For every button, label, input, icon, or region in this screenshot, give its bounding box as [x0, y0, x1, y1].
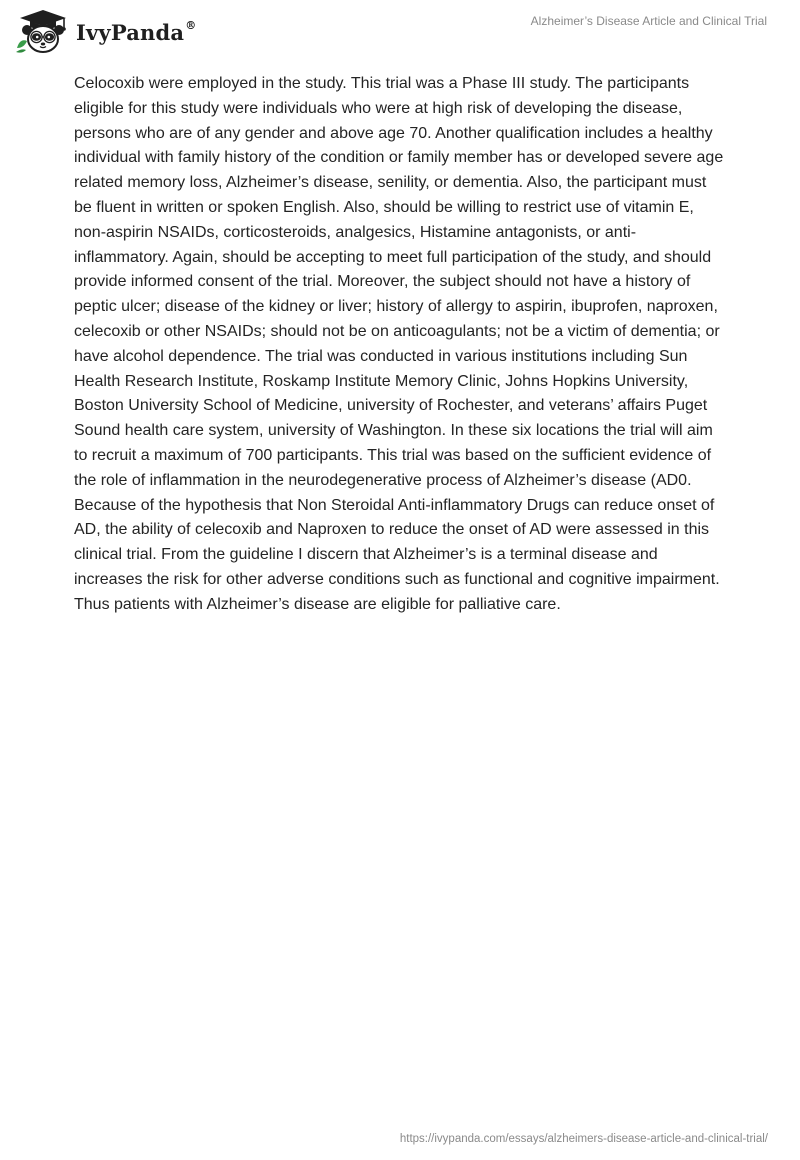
registered-mark: ® [185, 18, 197, 32]
page-header [0, 0, 800, 60]
article-body [74, 72, 726, 618]
brand-name: IvyPanda® [76, 18, 197, 45]
source-url[interactable]: https://ivypanda.com/essays/alzheimers-disease-article-and-clinical-trial/ [399, 1133, 768, 1145]
body-paragraph: Celocoxib were employed in the study. This trial was a Phase III study. The participants eligible for this study were individuals who were at high risk of developing the disease, persons who are of any gender and above age 70. Another qualification includes a healthy individual with family history of the condition or family member has or developed severe age related memory loss, Alzheimer’s disease, senility, or dementia. Also, the participant must be fluent in written or spoken English. Also, should be willing to restrict use of vitamin E, non-aspirin NSAIDs, corticosteroids, analgesics, Histamine antagonists, or anti-inflammatory. Again, should be accepting to meet full participation of the study, and should provide informed consent of the trial. Moreover, the subject should not have a history of peptic ulcer; disease of the kidney or liver; history of allergy to aspirin, ibuprofen, naproxen, celecoxib or other NSAIDs; should not be on anticoagulants; not be a victim of dementia; or have alcohol dependence. The trial was conducted in various institutions including Sun Health Research Institute, Roskamp Institute Memory Clinic, Johns Hopkins University, Boston University School of Medicine, university of Rochester, and veterans’ affairs Puget Sound health care system, university of Washington. In these six locations the trial will aim to recruit a maximum of 700 participants. This trial was based on the sufficient evidence of the role of inflammation in the neurodegenerative process of Alzheimer’s disease (AD0. Because of the hypothesis that Non Steroidal Anti-inflammatory Drugs can reduce onset of AD, the ability of celecoxib and Naproxen to reduce the onset of AD were assessed in this clinical trial. From the guideline I discern that Alzheimer’s is a terminal disease and increases the risk for other adverse conditions such as functional and cognitive impairment. Thus patients with Alzheimer’s disease are eligible for palliative care. [74, 75, 724, 613]
document-title: Alzheimer’s Disease Article and Clinical Trial [530, 14, 767, 28]
panda-graduate-icon [14, 8, 72, 54]
ivypanda-logo[interactable] [14, 8, 196, 54]
